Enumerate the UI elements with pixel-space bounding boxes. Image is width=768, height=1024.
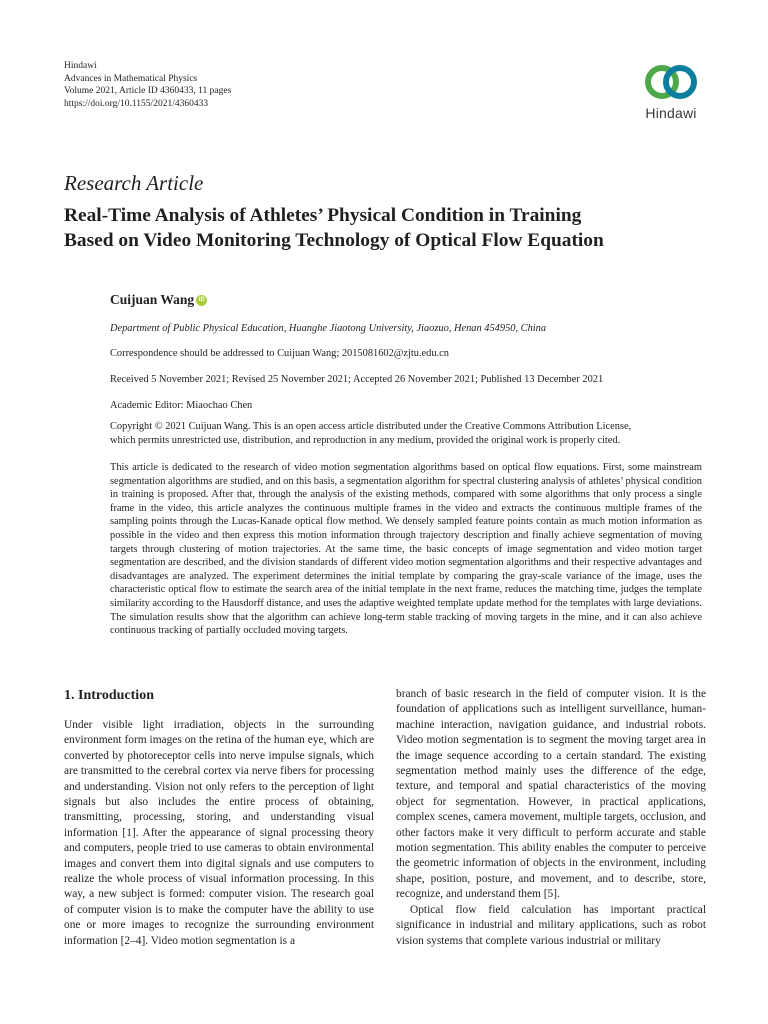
article-type: Research Article (64, 171, 204, 195)
academic-editor: Academic Editor: Miaochao Chen (110, 400, 253, 411)
author-name[interactable]: Cuijuan Wang (110, 292, 195, 307)
journal-name: Advances in Mathematical Physics (64, 73, 198, 84)
intro-paragraph: Under visible light irradiation, objects in the surrounding environment form images on the retina of the human eye, which are converted by photoreceptor cells into nerve impulse signals, which are transmitted to the cerebral cortex via nerve fibers for processing and understanding. Vision not only refers to the perception of light signals but also includes the entire process of obtaining, transmitting, processing, storing, and understanding visual information [1]. After the appearance of signal processing theory and computers, people tried to use cameras to obtain environmental images and convert them into digital signals and use computers to realize the whole process of visual information processing. In this way, a new subject is formed: computer vision. The research goal of computer vision is to make the computer have the ability to use one or more images to recognize the surrounding environment information [2–4]. Video motion segmentation is a (64, 719, 374, 947)
title-line: Real-Time Analysis of Athletes’ Physical Condition in Training (64, 205, 582, 226)
volume-info: Volume 2021, Article ID 4360433, 11 pages (64, 86, 232, 96)
logo-wordmark: Hindawi (645, 105, 697, 121)
right-column (396, 687, 706, 949)
intro-paragraph: branch of basic research in the field of computer vision. It is the foundation of applications such as intelligent surveillance, human-machine interaction, navigation guidance, and industrial robots. Video motion segmentation is to segment the moving target area in the image sequence according to a certain standard. The existing segmentation method mainly uses the difference of the edge, texture, and temporal and spatial characteristics of the moving object for segmentation. However, in practical applications, complex scenes, camera movement, multiple targets, occlusion, and other factors make it very difficult to perform accurate and stable motion segmentation. This ability enables the computer to perceive the geometric information of objects in the environment, including shape, position, posture, and movement, and to describe, store, recognize, and understand them [5]. (396, 688, 706, 901)
copyright-line: which permits unrestricted use, distribution, and reproduction in any medium, provided the original work is properly cited. (110, 435, 621, 446)
correspondence: Correspondence should be addressed to Cuijuan Wang; 2015081602@zjtu.edu.cn (110, 348, 449, 359)
author-line (110, 292, 207, 308)
publisher-name: Hindawi (64, 61, 97, 71)
intro-paragraph: Optical flow field calculation has important practical significance in industrial and military applications, such as robot vision systems that complete various industrial or military (396, 903, 706, 947)
article-dates: Received 5 November 2021; Revised 25 November 2021; Accepted 26 November 2021; Published 13 December 2021 (110, 374, 604, 385)
orcid-icon[interactable]: iD (196, 295, 207, 306)
copyright-line: Copyright © 2021 Cuijuan Wang. This is an open access article distributed under the Creative Commons Attribution License, (110, 421, 632, 432)
hindawi-logo[interactable] (634, 60, 708, 121)
doi-link[interactable]: https://doi.org/10.1155/2021/4360433 (64, 98, 209, 109)
journal-header (64, 60, 231, 110)
title-line: Based on Video Monitoring Technology of Optical Flow Equation (64, 230, 604, 251)
hindawi-rings-icon (642, 60, 700, 104)
left-column (64, 718, 374, 949)
affiliation: Department of Public Physical Education, Huanghe Jiaotong University, Jiaozuo, Henan 454950, China (110, 323, 547, 334)
article-title (64, 203, 714, 253)
section-heading: 1. Introduction (64, 688, 154, 703)
copyright-notice (110, 420, 710, 448)
abstract: This article is dedicated to the research of video motion segmentation algorithms based on optical flow equations. First, some mainstream segmentation algorithms are studied, and on this basis, a segmentation algorithm for spectral clustering analysis of athletes’ physical condition in training is proposed. After that, through the analysis of the existing methods, compared with some algorithms that only process a single frame in the video, this article analyzes the continuous multiple frames in the video and extracts the continuous multiple frames of the sampling points through the Lucas-Kanade optical flow method. We densely sampled feature points contain as much motion information as possible in the video and then express this motion information through trajectory description and finally achieve segmentation of moving targets through clustering of motion trajectories. At the same time, the basic concepts of image segmentation and video motion target segmentation are described, and the division standards of different video motion segmentation algorithms and their respective advantages and disadvantages are analyzed. The experiment determines the initial template by comparing the gray-scale variance of the image, uses the characteristic optical flow to estimate the search area of the initial template in the next frame, reduces the matching time, judges the template similarity according to the Hausdorff distance, and uses the adaptive weighted template update method for the templates with large deviations. The simulation results show that the algorithm can achieve long-term stable tracking of moving targets in the mine, and it can also achieve continuous tracking of partially occluded moving targets. (110, 462, 702, 637)
